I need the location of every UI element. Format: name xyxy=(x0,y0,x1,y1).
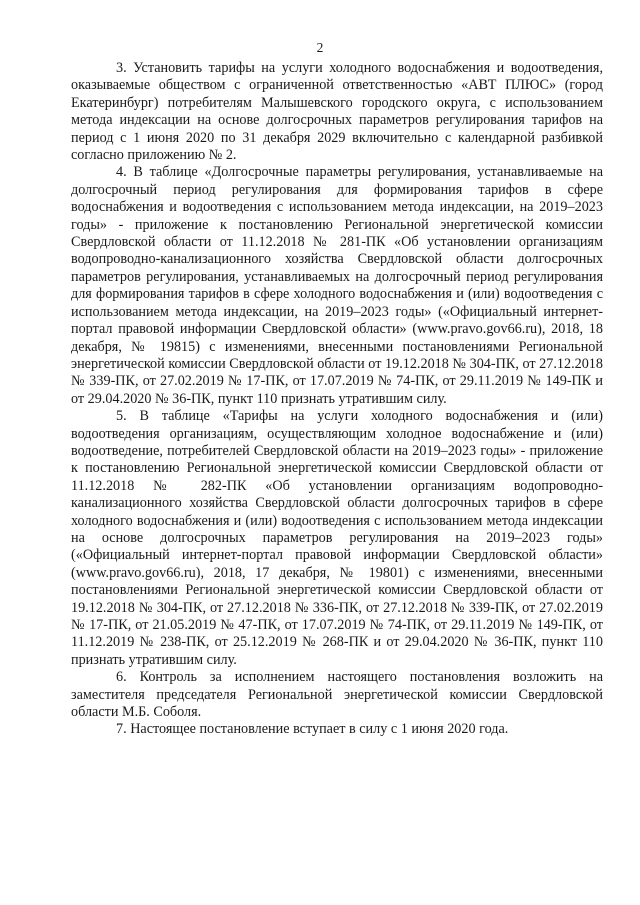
paragraph-5: 5. В таблице «Тарифы на услуги холодного водоснабжения и (или) водоотведения организациям, осуществляющим холодное водоснабжение и (или) водоотведение, потребителей Свердловской области на 2019–2023 годы» - приложение к постановлению Региональной энергетической комиссии Свердловской области от 11.12.2018 № 282-ПК «Об установлении организациям водопроводно-канализационного хозяйства Свердловской области долгосрочных тарифов в сфере холодного водоснабжения и (или) водоотведения с использованием метода индексации на основе долгосрочных параметров регулирования на 2019–2023 годы» («Официальный интернет-портал правовой информации Свердловской области» (www.pravo.gov66.ru), 2018, 17 декабря, № 19801) с изменениями, внесенными постановлениями Региональной энергетической комиссии Свердловской области от 19.12.2018 № 304-ПК, от 27.12.2018 № 336-ПК, от 27.12.2018 № 339-ПК, от 27.02.2019 № 17-ПК, от 21.05.2019 № 47-ПК, от 17.07.2019 № 74-ПК, от 29.11.2019 № 149-ПК, от 11.12.2019 № 238-ПК, от 25.12.2019 № 268-ПК и от 29.04.2020 № 36-ПК, пункт 110 признать утратившим силу. xyxy=(71,408,603,668)
page-number: 2 xyxy=(316,40,324,55)
paragraph-7: 7. Настоящее постановление вступает в силу с 1 июня 2020 года. xyxy=(116,721,509,738)
paragraph-4: 4. В таблице «Долгосрочные параметры регулирования, устанавливаемые на долгосрочный период регулирования для формирования тарифов в сфере водоснабжения и водоотведения с использованием метода индексации, на 2019–2023 годы» - приложение к постановлению Региональной энергетической комиссии Свердловской области от 11.12.2018 № 281-ПК «Об установлении организациям водопроводно-канализационного хозяйства Свердловской области долгосрочных параметров регулирования, устанавливаемых на долгосрочный период регулирования для формирования тарифов в сфере холодного водоснабжения и (или) водоотведения с использованием метода индексации, на 2019–2023 годы» («Официальный интернет-портал правовой информации Свердловской области» (www.pravo.gov66.ru), 2018, 18 декабря, № 19815) с изменениями, внесенными постановлениями Региональной энергетической комиссии Свердловской области от 19.12.2018 № 304-ПК, от 27.12.2018 № 339-ПК, от 27.02.2019 № 17-ПК, от 17.07.2019 № 74-ПК, от 29.11.2019 № 149-ПК и от 29.04.2020 № 36-ПК, пункт 110 признать утратившим силу. xyxy=(71,164,603,407)
paragraph-6: 6. Контроль за исполнением настоящего постановления возложить на заместителя председателя Региональной энергетической комиссии Свердловской области М.Б. Соболя. xyxy=(71,669,603,721)
document-body xyxy=(71,60,603,739)
paragraph-3: 3. Установить тарифы на услуги холодного водоснабжения и водоотведения, оказываемые обществом с ограниченной ответственностью «АВТ ПЛЮС» (город Екатеринбург) потребителям Малышевского городского округа, с использованием метода индексации на основе долгосрочных параметров регулирования тарифов на период с 1 июня 2020 по 31 декабря 2029 включительно с календарной разбивкой согласно приложению № 2. xyxy=(71,60,603,164)
